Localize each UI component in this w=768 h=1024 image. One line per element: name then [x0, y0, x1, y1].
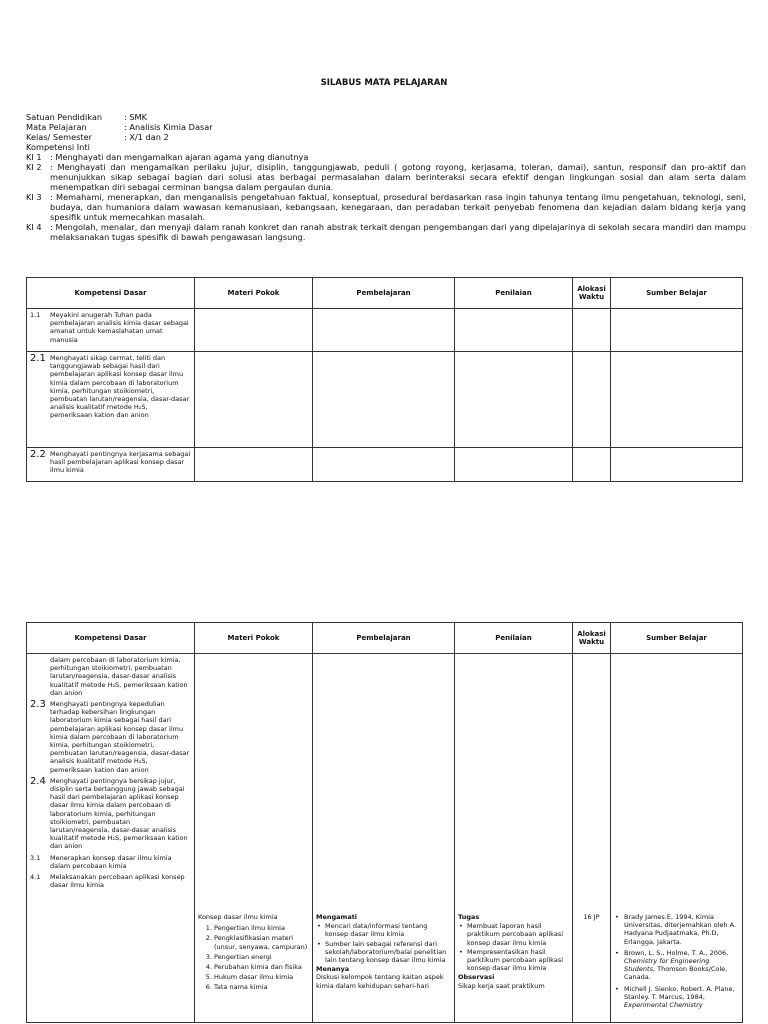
mapel-value: : Analisis Kimia Dasar — [124, 122, 213, 132]
kd-text: Melaksanakan percobaan aplikasi konsep dasar ilmu kimia — [50, 873, 185, 890]
ki-id: KI 3 — [26, 192, 42, 202]
satuan-value: : SMK — [124, 112, 147, 122]
identity-block — [26, 112, 746, 242]
kd-2-2-cell — [27, 448, 195, 482]
sumber-list — [614, 913, 739, 1009]
kd-text: Meyakini anugerah Tuhan pada pembelajaran analisis kimia dasar sebagai amanat untuk kemaslahatan umat manusia — [50, 311, 189, 344]
list-item: • Membuat laporan hasil praktikum percobaan aplikasi konsep dasar ilmu kimia — [467, 922, 569, 947]
list-item: 2. Pengklasifikasian materi (unsur, senyawa, campuran) — [214, 934, 309, 950]
list-item: 4. Perubahan kimia dan fisika — [214, 963, 309, 971]
kd-number: 4.1 — [30, 873, 41, 882]
kd-number: 2.2 — [30, 450, 46, 460]
ki-id: KI 4 — [26, 222, 42, 232]
mengamati-list — [316, 922, 451, 964]
table-header-row — [27, 623, 743, 654]
header-pembelajaran: Pembelajaran — [313, 278, 455, 309]
document-title: SILABUS MATA PELAJARAN — [320, 78, 448, 88]
header-alokasi-waktu: Alokasi Waktu — [573, 623, 611, 654]
pembelajaran-cell — [313, 654, 455, 1023]
list-item: 5. Hukum dasar ilmu kimia — [214, 973, 309, 981]
list-item: • Sumber lain sebagai referensi dari sekolah/laboratorium/balai penelitian lain tentang konsep dasar ilmu kimia — [325, 940, 451, 965]
header-sumber-belajar: Sumber Belajar — [611, 623, 743, 654]
ki-text: : Menghayati dan mengamalkan ajaran agama yang dianutnya — [50, 152, 309, 162]
kelas-label: Kelas/ Semester — [26, 132, 93, 142]
table-row — [27, 448, 743, 482]
mapel-row — [26, 122, 746, 132]
observasi-text: Sikap kerja saat praktikum — [458, 981, 545, 990]
ki-4 — [26, 222, 746, 242]
header-pembelajaran: Pembelajaran — [313, 623, 455, 654]
kd-text: Menghayati pentingnya kerjasama sebagai hasil pembelajaran aplikasi konsep dasar ilmu kimia — [50, 450, 191, 475]
page-gap — [0, 600, 768, 614]
kelas-row — [26, 132, 746, 142]
list-item: • Brown, L. S., Holme, T. A., 2006, Chemistry for Engineering Students, Thomson Books/Cole, Canada. — [624, 949, 739, 982]
mapel-label: Mata Pelajaran — [26, 122, 87, 132]
ki-text: : Memahami, menerapkan, dan menganalisis pengetahuan faktual, konseptual, prosedural berdasarkan rasa ingin tahunya tentang ilmu pengetahuan, teknologi, seni, budaya, dan humaniora dalam wawasan kemanusiaan, kebangsaan, kenegaraan, dan peradaban terkait penyebab fenomena dan kejadian dalam bidang kerja yang spesifik untuk memecahkan masalah. — [50, 192, 746, 222]
kompetensi-inti-heading: Kompetensi Inti — [26, 142, 90, 152]
kd-2-1-cell — [27, 352, 195, 448]
header-penilaian: Penilaian — [455, 278, 573, 309]
kd-cell-continued — [27, 654, 195, 1023]
table-row — [27, 309, 743, 352]
list-item: 3. Pengertian energi — [214, 953, 309, 961]
observasi-heading: Observasi — [458, 973, 495, 982]
ki-2 — [26, 162, 746, 192]
list-item: • Brady James.E, 1994, Kimia Universitas, diterjemahkan oleh A. Hadyana Pudjaatmaka, Ph.D, Erlangga, Jakarta. — [624, 913, 739, 946]
kd-number: 3.1 — [30, 853, 41, 862]
materi-list — [198, 924, 309, 991]
header-sumber-belajar: Sumber Belajar — [611, 278, 743, 309]
list-item: 6. Tata nama kimia — [214, 983, 309, 991]
materi-pokok-cell — [195, 654, 313, 1023]
alokasi-value: 16 JP — [583, 913, 600, 921]
syllabus-table-page-1 — [26, 277, 743, 482]
table-row — [27, 352, 743, 448]
kd-number: 2.4 — [30, 775, 46, 787]
mengamati-heading: Mengamati — [316, 913, 358, 921]
header-alokasi-waktu: Alokasi Waktu — [573, 278, 611, 309]
tugas-list — [458, 922, 569, 972]
kd-number: 2.3 — [30, 699, 46, 711]
header-kompetensi-dasar: Kompetensi Dasar — [27, 278, 195, 309]
tugas-heading: Tugas — [458, 913, 480, 921]
ki-id: KI 2 — [26, 162, 42, 172]
header-materi-pokok: Materi Pokok — [195, 278, 313, 309]
header-penilaian: Penilaian — [455, 623, 573, 654]
kd-number: 2.1 — [30, 353, 46, 364]
list-item: • Mencari data/informasi tentang konsep dasar ilmu kimia — [325, 922, 451, 938]
list-item: • Michell J. Sienko, Robert. A. Plane, Stanley. T. Marcus, 1984, Experimental Chemistry — [624, 985, 739, 1010]
kd-text: Menerapkan konsep dasar ilmu kimia dalam percobaan kimia — [50, 853, 172, 870]
kelas-value: : X/1 dan 2 — [124, 132, 169, 142]
penilaian-cell — [455, 654, 573, 1023]
menanya-heading: Menanya — [316, 965, 350, 974]
alokasi-cell — [573, 654, 611, 1023]
kd-text: Menghayati pentingnya bersikap jujur, disiplin serta bertanggung jawab sebagai hasil dari pembelajaran aplikasi konsep dasar ilmu kimia dalam percobaan di laboratorium kimia, perhitungan stoikiometri, pembuatan larutan/reagensia, dasar-dasar analisis kualitatif metode H₂S, pemeriksaan kation dan anion — [50, 776, 188, 851]
ki-text: : Mengolah, menalar, dan menyaji dalam ranah konkret dan ranah abstrak terkait dengan pengembangan dari yang dipelajarinya di sekolah secara mandiri dan mampu melaksanakan tugas spesifik di bawah pengawasan langsung. — [50, 222, 746, 242]
materi-title: Konsep dasar ilmu kimia — [198, 913, 278, 921]
header-materi-pokok: Materi Pokok — [195, 623, 313, 654]
kd-text: Menghayati pentingnya kepedulian terhadap kebersihan lingkungan laboratorium kimia sebagai hasil dari pembelajaran aplikasi konsep dasar ilmu kimia dalam percobaan di laboratorium kimia, perhitungan stoikiometri, pembuatan larutan/reagensia, dasar-dasar analisis kualitatif metode H₂S, pemeriksaan kation dan anion — [50, 700, 190, 774]
kd-number: 1.1 — [30, 311, 41, 319]
syllabus-table-page-2 — [26, 622, 743, 1023]
kd-text: Menghayati sikap cermat, teliti dan tanggungjawab sebagai hasil dari pembelajaran aplikasi konsep dasar ilmu kimia dalam percobaan di laboratorium kimia, perhitungan stoikiometri, pembuatan larutan/reagensia, dasar-dasar analisis kualitatif metode H₂S, pemeriksaan kation dan anion — [50, 354, 190, 420]
ki-3 — [26, 192, 746, 222]
list-item: 1. Pengertian ilmu kimia — [214, 924, 309, 932]
ki-id: KI 1 — [26, 152, 42, 162]
ki-1 — [26, 152, 746, 162]
header-kompetensi-dasar: Kompetensi Dasar — [27, 623, 195, 654]
list-item: • Mempresentasikan hasil parktikum percobaan aplikasi konsep dasar ilmu kimia — [467, 948, 569, 973]
satuan-label: Satuan Pendidikan — [26, 112, 103, 122]
ki-text: : Menghayati dan mengamalkan perilaku jujur, disiplin, tanggungjawab, peduli ( gotong royong, kerjasama, toleran, damai), santun, responsif dan pro-aktif dan menunjukkan sikap sebagai bagian dari solusi atas berbagai permasalahan dalam berinteraksi secara efektif dengan lingkungan sosial dan alam serta dalam menempatkan diri sebagai cerminan bangsa dalam pergaulan dunia. — [50, 162, 746, 192]
menanya-text: Diskusi kelompok tentang kaitan aspek kimia dalam kehidupan sehari-hari — [316, 973, 444, 990]
sumber-belajar-cell — [611, 654, 743, 1023]
kd-1-1-cell — [27, 309, 195, 352]
satuan-row — [26, 112, 746, 122]
kd-continued-text: dalam percobaan di laboratorium kimia, perhitungan stoikiometri, pembuatan larutan/reagensia, dasar-dasar analisis kualitatif metode H₂S, pemeriksaan kation dan anion — [50, 656, 188, 697]
table-header-row — [27, 278, 743, 309]
table-row — [27, 654, 743, 1023]
